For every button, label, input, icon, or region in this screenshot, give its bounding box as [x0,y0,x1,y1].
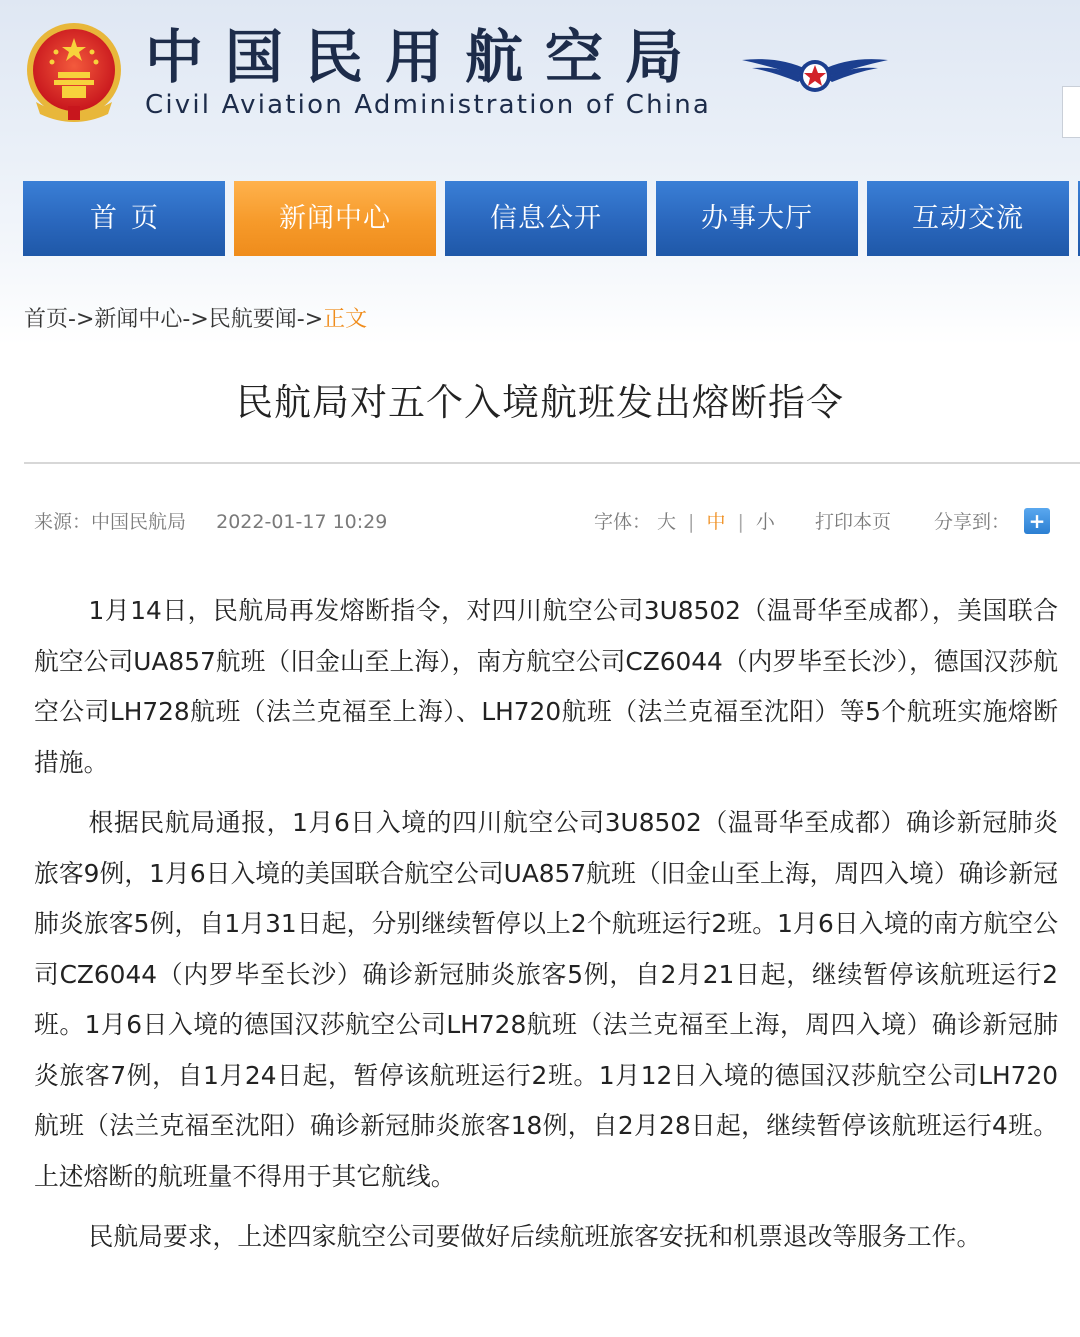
breadcrumb-news-category-link[interactable]: 民航要闻 [208,307,297,332]
nav-item-service-hall[interactable] [656,181,858,256]
nav-item-label: 互动交流 [912,203,1024,234]
breadcrumb-current: 正文 [323,307,368,332]
publish-datetime: 2022-01-17 10:29 [216,511,388,533]
article-paragraph: 根据民航局通报，1月6日入境的四川航空公司3U8502（温哥华至成都）确诊新冠肺炎旅客9例，1月6日入境的美国联合航空公司UA857航班（旧金山至上海，周四入境）确诊新冠肺炎旅客5例，自1月31日起，分别继续暂停以上2个航班运行2班。1月6日入境的南方航空公司CZ6044（内罗毕至长沙）确诊新冠肺炎旅客5例，自2月21日起，继续暂停该航班运行2班。1月6日入境的德国汉莎航空公司LH728航班（法兰克福至上海，周四入境）确诊新冠肺炎旅客7例，自1月24日起，暂停该航班运行2班。1月12日入境的德国汉莎航空公司LH720航班（法兰克福至沈阳）确诊新冠肺炎旅客18例，自2月28日起，继续暂停该航班运行4班。上述熔断的航班量不得用于其它航线。 [34,808,1058,1191]
nav-item-news-center[interactable] [234,181,436,256]
nav-item-label: 信息公开 [490,203,602,234]
search-input[interactable] [1062,86,1080,138]
caac-wings-icon [740,50,890,98]
share-label: 分享到： [934,511,1011,533]
article-paragraph: 民航局要求，上述四家航空公司要做好后续航班旅客安抚和机票退改等服务工作。 [88,1222,982,1251]
national-emblem-icon [22,20,126,124]
article-tools [594,507,891,534]
font-size-small-button[interactable]: 小 [755,511,775,533]
title-divider [24,462,1080,464]
font-size-label: 字体： [594,511,652,533]
font-size-medium-button[interactable]: 中 [706,511,726,533]
breadcrumb-separator: -> [68,307,95,332]
nav-item-interaction[interactable] [867,181,1069,256]
article-title: 民航局对五个入境航班发出熔断指令 [236,381,844,424]
print-page-button[interactable]: 打印本页 [814,511,891,533]
nav-item-label: 首页 [90,203,172,234]
article-meta [34,507,387,534]
share-plus-icon[interactable]: + [1024,508,1050,534]
breadcrumb-home-link[interactable]: 首页 [24,307,69,332]
nav-item-label: 新闻中心 [279,203,391,234]
breadcrumb-separator: -> [182,307,209,332]
font-size-separator: | [737,511,744,533]
org-name-cn: 中国民用航空局 [145,23,706,91]
breadcrumb-separator: -> [296,307,324,332]
article-body [34,586,1058,1273]
font-size-separator: | [688,511,695,533]
source-value: 中国民航局 [91,511,187,533]
site-header [0,0,1080,345]
main-nav [23,181,1080,256]
article-paragraph: 1月14日，民航局再发熔断指令，对四川航空公司3U8502（温哥华至成都），美国联合航空公司UA857航班（旧金山至上海），南方航空公司CZ6044（内罗毕至长沙），德国汉莎航空公司LH728航班（法兰克福至上海）、LH720航班（法兰克福至沈阳）等5个航班实施熔断措施。 [34,596,1058,777]
source-label: 来源： [34,511,92,533]
nav-item-info-disclosure[interactable] [445,181,647,256]
nav-item-label: 办事大厅 [701,203,813,234]
breadcrumb [24,302,367,333]
nav-item-home[interactable] [23,181,225,256]
org-name-en: Civil Aviation Administration of China [145,90,712,120]
breadcrumb-news-center-link[interactable]: 新闻中心 [94,307,183,332]
font-size-large-button[interactable]: 大 [657,511,677,533]
